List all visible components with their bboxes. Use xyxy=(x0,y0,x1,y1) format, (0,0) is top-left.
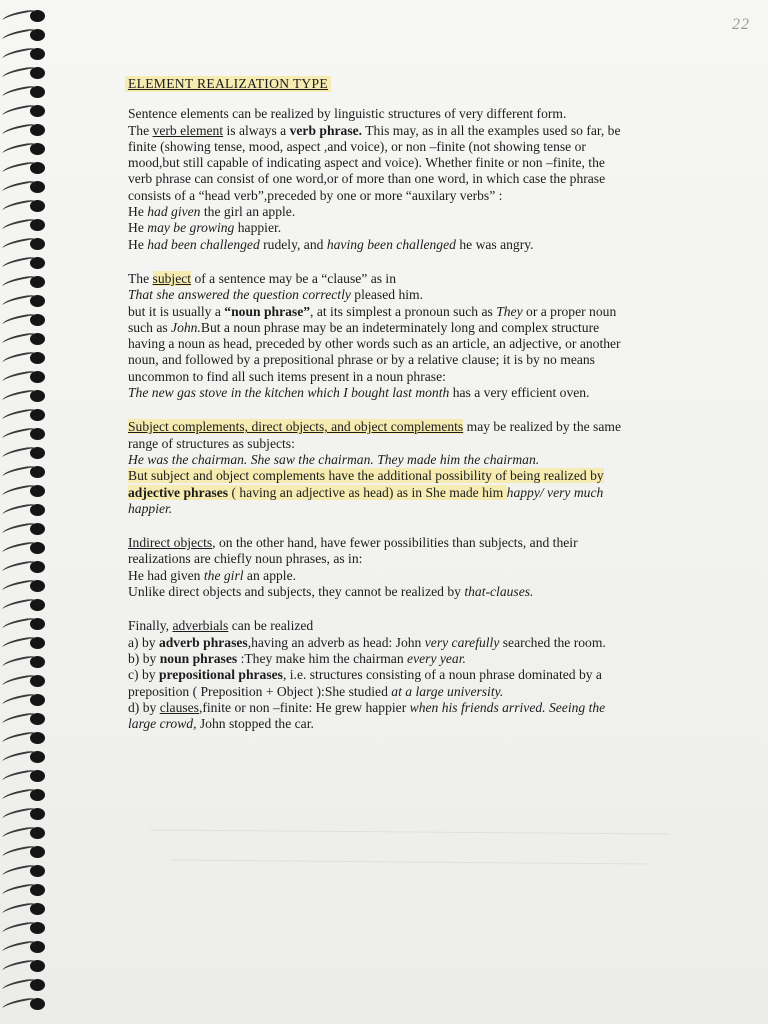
binding-coil xyxy=(2,579,37,594)
binding-coil xyxy=(2,712,37,727)
text-line: range of structures as subjects: xyxy=(128,435,295,451)
binding-coil xyxy=(2,731,37,746)
binding-coil xyxy=(2,883,37,898)
list-item-continued: preposition ( Preposition + Object ):She studied at a large university. xyxy=(128,683,504,699)
text-line: Unlike direct objects and subjects, they cannot be realized by that-clauses. xyxy=(128,584,534,600)
binding-coil xyxy=(2,332,37,347)
paragraph-complements xyxy=(128,419,688,517)
text-line: such as John.But a noun phrase may be an indeterminately long and complex structure xyxy=(128,319,600,335)
binding-coil xyxy=(2,275,37,290)
binding-coil xyxy=(2,788,37,803)
binding-coil xyxy=(2,940,37,955)
term-adjective-phrases: adjective phrases xyxy=(128,484,229,500)
binding-coil xyxy=(2,370,37,385)
document-body xyxy=(128,76,688,732)
example-line: He was the chairman. She saw the chairman. They made him the chairman. xyxy=(128,451,540,467)
binding-coil xyxy=(2,28,37,43)
term-indirect-objects: Indirect objects xyxy=(128,535,213,551)
example-line: He had given the girl an apple. xyxy=(128,567,296,583)
text-line: finite (showing tense, mood, aspect ,and voice), or non –finite (not showing tense or xyxy=(128,138,586,154)
text-line: Indirect objects, on the other hand, have fewer possibilities than subjects, and their xyxy=(128,535,578,551)
example-line: The new gas stove in the kitchen which I bought last month has a very efficient oven. xyxy=(128,385,590,401)
binding-coil xyxy=(2,484,37,499)
binding-coil xyxy=(2,750,37,765)
binding-coil xyxy=(2,294,37,309)
binding-coil xyxy=(2,598,37,613)
text-line: mood,but still capable of indicating aspect and voice). Whether finite or non –finite, the xyxy=(128,155,605,171)
binding-coil xyxy=(2,845,37,860)
binding-coil xyxy=(2,199,37,214)
binding-coil xyxy=(2,503,37,518)
list-item-continued: large crowd, John stopped the car. xyxy=(128,716,314,732)
binding-coil xyxy=(2,959,37,974)
binding-coil xyxy=(2,541,37,556)
binding-coil xyxy=(2,655,37,670)
list-item: a) by adverb phrases,having an adverb as head: John very carefully searched the room. xyxy=(128,634,606,650)
text-line: The verb element is always a verb phrase. This may, as in all the examples used so far, be xyxy=(128,122,621,138)
binding-coil xyxy=(2,978,37,993)
binding-coil xyxy=(2,560,37,575)
list-item: c) by prepositional phrases, i.e. structures consisting of a noun phrase dominated by a xyxy=(128,667,602,683)
list-item: b) by noun phrases :They make him the chairman every year. xyxy=(128,650,466,666)
binding-coil xyxy=(2,636,37,651)
term-complements: Subject complements, direct objects, and object complements xyxy=(128,419,464,435)
list-item: d) by clauses,finite or non –finite: He grew happier when his friends arrived. Seeing the xyxy=(128,699,606,715)
binding-coil xyxy=(2,902,37,917)
text-line: consists of a “head verb”,preceded by one or more “auxilary verbs” : xyxy=(128,187,503,203)
binding-coil xyxy=(2,104,37,119)
page-number: 22 xyxy=(732,16,750,33)
example-line: He had given the girl an apple. xyxy=(128,204,296,220)
binding-coil xyxy=(2,674,37,689)
binding-coil xyxy=(2,85,37,100)
text-line: noun, and followed by a prepositional phrase or by a relative clause; it is by no means xyxy=(128,352,595,368)
example-line: He may be growing happier. xyxy=(128,220,282,236)
binding-coil xyxy=(2,9,37,24)
binding-coil xyxy=(2,313,37,328)
paragraph-subject xyxy=(128,271,688,401)
binding-coil xyxy=(2,66,37,81)
text-line: Finally, adverbials can be realized xyxy=(128,618,314,634)
text-line: The subject of a sentence may be a “clause” as in xyxy=(128,270,396,286)
term-subject: subject xyxy=(152,270,192,286)
binding-coil xyxy=(2,693,37,708)
binding-coil xyxy=(2,256,37,271)
binding-coil xyxy=(2,351,37,366)
binding-coil xyxy=(2,826,37,841)
faint-bleed-through xyxy=(150,820,670,880)
paragraph-adverbials xyxy=(128,618,688,732)
binding-coil xyxy=(2,180,37,195)
term-noun-phrase: “noun phrase” xyxy=(224,303,311,319)
example-line: That she answered the question correctly pleased him. xyxy=(128,287,423,303)
binding-coil xyxy=(2,161,37,176)
binding-coil xyxy=(2,465,37,480)
binding-coil xyxy=(2,997,37,1012)
text-line: adjective phrases ( having an adjective as head) as in She made him happy/ very much xyxy=(128,484,604,500)
binding-coil xyxy=(2,218,37,233)
paragraph-indirect-objects xyxy=(128,535,688,600)
binding-coil xyxy=(2,389,37,404)
example-line: happier. xyxy=(128,500,173,516)
term-adverbials: adverbials xyxy=(172,618,229,634)
text-line: Subject complements, direct objects, and object complements may be realized by the same xyxy=(128,419,621,435)
text-line: realizations are chiefly noun phrases, as in: xyxy=(128,551,363,567)
binding-coil xyxy=(2,446,37,461)
term-verb-phrase: verb phrase. xyxy=(289,122,363,138)
binding-coil xyxy=(2,408,37,423)
binding-coil xyxy=(2,864,37,879)
text-line: Sentence elements can be realized by linguistic structures of very different form. xyxy=(128,106,567,122)
example-line: He had been challenged rudely, and having been challenged he was angry. xyxy=(128,236,534,252)
binding-coil xyxy=(2,47,37,62)
text-line: verb phrase can consist of one word,or of more than one word, in which case the phrase xyxy=(128,171,606,187)
text-line: but it is usually a “noun phrase”, at its simplest a pronoun such as They or a proper noun xyxy=(128,303,617,319)
binding-coil xyxy=(2,769,37,784)
document-title: ELEMENT REALIZATION TYPE xyxy=(125,76,331,92)
text-line: But subject and object complements have the additional possibility of being realized by xyxy=(128,468,604,484)
term-verb-element: verb element xyxy=(152,122,224,138)
text-line: uncommon to find all such items present in a noun phrase: xyxy=(128,368,446,384)
binding-coil xyxy=(2,617,37,632)
binding-coil xyxy=(2,237,37,252)
binding-coil xyxy=(2,123,37,138)
binding-coil xyxy=(2,522,37,537)
binding-coil xyxy=(2,427,37,442)
text-line: having a noun as head, preceded by other words such as an article, an adjective, or another xyxy=(128,336,621,352)
binding-coil xyxy=(2,807,37,822)
heading-row xyxy=(128,76,688,92)
binding-coil xyxy=(2,142,37,157)
paragraph-verb-element xyxy=(128,106,688,253)
binding-coil xyxy=(2,921,37,936)
spiral-binding xyxy=(0,0,60,1024)
